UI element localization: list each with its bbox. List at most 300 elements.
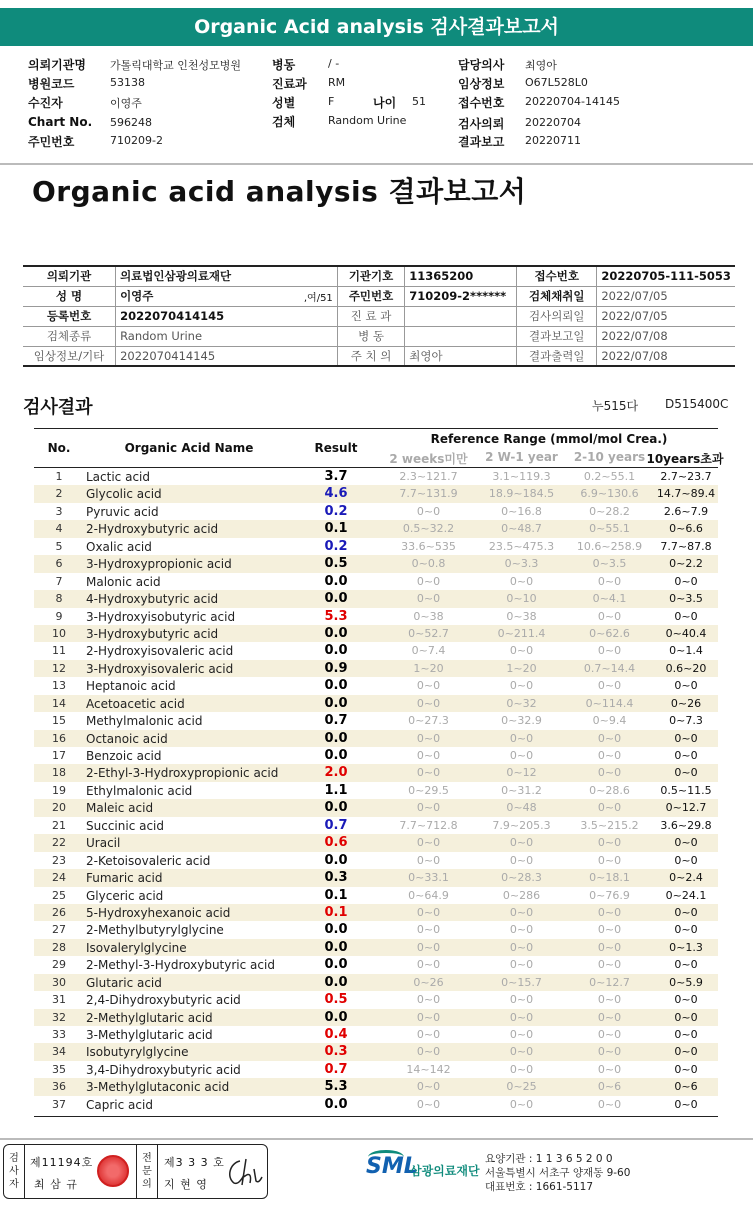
table-row <box>34 887 718 904</box>
acid-name: Heptanoic acid <box>86 679 176 694</box>
ref-2weeks: 0~0 <box>416 853 441 867</box>
result-value: 0.0 <box>324 800 348 816</box>
table-row <box>34 904 718 921</box>
table-row <box>34 834 718 851</box>
ref-2-10years: 0~0 <box>597 1028 622 1041</box>
table-row <box>34 468 718 485</box>
ref-2w-1year: 0~28.3 <box>501 871 542 885</box>
table-row <box>34 747 718 764</box>
table-row <box>34 991 718 1008</box>
result-value: 0.5 <box>324 556 348 572</box>
ref-2-10years: 0~28.2 <box>589 504 630 518</box>
result-value: 0.1 <box>324 521 348 537</box>
ref-2-10years: 6.9~130.6 <box>580 487 639 501</box>
ref-2-10years: 3.5~215.2 <box>580 818 639 832</box>
inspector-name: 최 삼 규 <box>34 1178 78 1191</box>
result-value: 5.3 <box>324 608 348 624</box>
ref-10years-plus: 0~2.4 <box>669 871 703 885</box>
table-row <box>34 1026 718 1043</box>
ref-2weeks: 0~0 <box>416 696 441 710</box>
report-banner: Organic Acid analysis 검사결과보고서 <box>0 8 753 46</box>
acid-name: 5-Hydroxyhexanoic acid <box>86 905 231 920</box>
ref-2weeks: 0~0 <box>416 1045 441 1059</box>
ref-10years-plus: 2.7~23.7 <box>660 470 712 483</box>
ref-2-10years: 0~0 <box>597 609 622 623</box>
ref-2-10years: 0.2~55.1 <box>583 470 636 483</box>
row-number: 19 <box>52 783 66 797</box>
ref-2-10years: 0~76.9 <box>589 888 630 902</box>
ref-10years-plus: 0~0 <box>674 1062 698 1076</box>
ref-2w-1year: 0~286 <box>502 888 541 902</box>
table-row <box>34 1096 718 1113</box>
info-value <box>405 306 517 326</box>
row-number: 3 <box>55 504 63 518</box>
info-label: 검사의뢰일 <box>517 306 597 326</box>
acid-name: Isovalerylglycine <box>86 940 187 955</box>
ref-2-10years: 0~3.5 <box>592 557 627 571</box>
table-row <box>34 608 718 625</box>
ref-10years-plus: 0~24.1 <box>665 888 707 902</box>
row-number: 4 <box>55 522 63 536</box>
table-row <box>34 642 718 659</box>
result-value: 2.0 <box>324 765 348 781</box>
info-value: 2022/07/08 <box>597 326 735 346</box>
logo-name: 삼광의료재단 <box>410 1164 480 1178</box>
ref-2weeks: 0~0 <box>416 836 441 850</box>
row-number: 17 <box>52 749 66 762</box>
accept-label: 접수번호 <box>458 96 505 110</box>
row-number: 7 <box>55 574 63 588</box>
ref-2-10years: 0~0 <box>597 940 622 954</box>
acid-name: Lactic acid <box>86 470 150 484</box>
ref-2-10years: 0.7~14.4 <box>583 661 636 675</box>
ref-2w-1year: 0~0 <box>509 1062 534 1076</box>
ref-10years-plus: 0~6 <box>674 1080 698 1094</box>
ref-2weeks: 33.6~535 <box>401 539 456 553</box>
ref-2w-1year: 0~3.3 <box>504 557 539 571</box>
row-number: 13 <box>52 679 66 693</box>
table-row <box>34 921 718 938</box>
ref-2w-1year: 0~0 <box>509 644 534 658</box>
info-label: 검체종류 <box>23 326 116 346</box>
ref-2weeks: 0~7.4 <box>411 644 446 658</box>
ref-2w-1year: 0~32 <box>506 696 537 710</box>
info-row <box>23 266 735 286</box>
acid-name: 2-Methyl-3-Hydroxybutyric acid <box>86 958 275 973</box>
row-number: 8 <box>55 592 63 606</box>
result-value: 0.0 <box>324 1096 348 1112</box>
table-row <box>34 869 718 886</box>
ref-10years-plus: 0.6~20 <box>665 661 707 675</box>
row-number: 11 <box>52 644 66 658</box>
ref-10years-plus: 0.5~11.5 <box>660 783 712 797</box>
clinical-value: O67L528L0 <box>525 76 588 89</box>
row-number: 18 <box>52 766 66 780</box>
acid-name: Oxalic acid <box>86 539 152 554</box>
info-value: 2022070414145 <box>116 306 338 326</box>
info-label: 등록번호 <box>23 306 116 326</box>
ref-10years-plus: 0~2.2 <box>669 557 703 571</box>
ref-10years-plus: 0~0 <box>674 609 698 623</box>
ref-2w-1year: 0~211.4 <box>497 626 546 640</box>
acid-name: 3,4-Dihydroxybutyric acid <box>86 1062 241 1077</box>
req-label: 검사의뢰 <box>458 117 505 131</box>
rrn-value: 710209-2 <box>110 134 163 147</box>
col-ref-1: 2 weeks미만 <box>389 452 468 466</box>
age-value: 51 <box>412 95 426 108</box>
info-value <box>405 326 517 346</box>
result-value: 0.0 <box>324 678 348 694</box>
ref-2w-1year: 0~12 <box>506 766 537 780</box>
result-value: 0.0 <box>324 922 348 938</box>
table-row <box>34 555 718 572</box>
ref-2w-1year: 0~0 <box>509 923 534 937</box>
row-number: 24 <box>52 871 66 885</box>
table-row <box>34 695 718 712</box>
acid-name: Fumaric acid <box>86 871 163 886</box>
col-no: No. <box>47 441 71 455</box>
col-ref-3: 2-10 years <box>573 450 646 464</box>
result-value: 0.0 <box>324 748 348 763</box>
ref-2-10years: 0~18.1 <box>589 871 630 885</box>
hosp-code-label: 병원코드 <box>28 77 75 91</box>
footer-address <box>485 1152 630 1194</box>
row-number: 37 <box>52 1097 66 1111</box>
ref-2w-1year: 0~0 <box>509 993 534 1007</box>
receiver-value: 이영주 <box>110 97 142 110</box>
ref-2-10years: 0~62.6 <box>589 626 630 640</box>
table-row <box>34 573 718 590</box>
ref-2weeks: 0~0 <box>416 1028 441 1041</box>
ref-2weeks: 0~0 <box>416 1080 441 1094</box>
info-value: 710209-2****** <box>405 286 517 306</box>
table-row <box>34 974 718 991</box>
page-title: Organic acid analysis 결과보고서 <box>32 175 527 208</box>
ref-10years-plus: 14.7~89.4 <box>656 487 716 501</box>
row-number: 10 <box>52 626 66 640</box>
acid-name: 3-Methylglutaric acid <box>86 1028 213 1042</box>
info-value: 이영주 <box>116 286 276 306</box>
ref-10years-plus: 0~0 <box>674 1010 698 1024</box>
ref-2weeks: 0~27.3 <box>408 714 449 728</box>
row-number: 35 <box>52 1062 66 1076</box>
ref-2-10years: 0~0 <box>597 1010 622 1024</box>
result-value: 0.0 <box>324 957 348 973</box>
acid-name: Capric acid <box>86 1097 153 1112</box>
table-row <box>34 503 718 520</box>
ref-10years-plus: 0~5.9 <box>669 975 703 989</box>
rrn-label: 주민번호 <box>28 135 75 149</box>
dept-label: 진료과 <box>272 77 307 91</box>
acid-name: Methylmalonic acid <box>86 714 203 729</box>
ref-2w-1year: 7.9~205.3 <box>492 818 551 832</box>
col-name: Organic Acid Name <box>124 441 254 455</box>
ref-10years-plus: 0~0 <box>674 905 698 919</box>
doctor-value: 최영아 <box>525 59 557 72</box>
ref-2weeks: 0~0 <box>416 1097 441 1111</box>
header-divider <box>0 163 753 165</box>
ref-2-10years: 0~12.7 <box>589 975 630 989</box>
col-result: Result <box>314 441 358 455</box>
ref-2w-1year: 0~15.7 <box>501 975 542 989</box>
ref-2-10years: 0~6 <box>597 1080 622 1094</box>
ref-2-10years: 0~0 <box>597 905 622 919</box>
ref-2weeks: 7.7~712.8 <box>399 818 458 832</box>
row-number: 28 <box>52 940 66 954</box>
ref-2-10years: 0~0 <box>597 923 622 937</box>
results-table-header <box>34 428 724 468</box>
row-number: 26 <box>52 905 66 919</box>
ref-2weeks: 0~26 <box>413 975 444 989</box>
acid-name: 3-Hydroxybutyric acid <box>86 626 219 641</box>
ref-2-10years: 0~0 <box>597 993 622 1007</box>
row-number: 27 <box>52 923 66 937</box>
ref-2-10years: 0~28.6 <box>589 783 630 797</box>
result-value: 0.7 <box>324 713 348 729</box>
ref-2-10years: 10.6~258.9 <box>576 539 643 553</box>
result-value: 0.0 <box>324 974 348 990</box>
result-value: 0.9 <box>324 660 348 676</box>
result-value: 0.1 <box>324 887 348 903</box>
ref-2weeks: 0~29.5 <box>408 783 449 797</box>
acid-name: Uracil <box>86 836 121 851</box>
result-value: 0.0 <box>324 730 348 746</box>
test-code: 누515다 <box>592 399 639 413</box>
report-value: 20220711 <box>525 134 581 147</box>
ref-10years-plus: 0~0 <box>674 749 698 762</box>
row-number: 30 <box>52 975 66 989</box>
result-value: 0.5 <box>324 992 348 1008</box>
ref-10years-plus: 3.6~29.8 <box>660 818 712 832</box>
ref-2w-1year: 0~32.9 <box>501 714 542 728</box>
ref-10years-plus: 0~0 <box>674 1045 698 1059</box>
signature-icon <box>224 1155 264 1189</box>
ref-10years-plus: 0~3.5 <box>669 592 703 606</box>
ref-2w-1year: 0~48 <box>506 801 537 815</box>
ref-2w-1year: 0~0 <box>509 574 534 588</box>
ref-10years-plus: 0~1.3 <box>669 940 703 954</box>
table-row <box>34 764 718 781</box>
info-label: 결과출력일 <box>517 346 597 366</box>
ref-2weeks: 0~0.8 <box>411 557 446 571</box>
info-label: 주 치 의 <box>337 346 404 366</box>
chart-value: 596248 <box>110 116 152 129</box>
info-label: 주민번호 <box>337 286 404 306</box>
acid-name: Glutaric acid <box>86 975 162 990</box>
acid-name: Isobutyrylglycine <box>86 1045 189 1060</box>
ref-2w-1year: 0~0 <box>509 731 534 745</box>
specialist-vertical-label: 전 문 의 <box>142 1153 152 1190</box>
info-value: 20220705-111-5053 <box>597 266 735 286</box>
info-label: 병 동 <box>337 326 404 346</box>
ref-2w-1year: 18.9~184.5 <box>488 487 555 501</box>
row-number: 22 <box>52 836 66 850</box>
info-label: 접수번호 <box>517 266 597 286</box>
info-value: 최영아 <box>405 346 517 366</box>
ref-2w-1year: 0~16.8 <box>501 504 542 518</box>
row-number: 12 <box>52 661 66 675</box>
ref-2-10years: 0~0 <box>597 679 622 693</box>
ref-2w-1year: 0~0 <box>509 679 534 693</box>
test-code-2: D515400C <box>665 397 729 411</box>
acid-name: Acetoacetic acid <box>86 696 185 711</box>
ref-2w-1year: 0~0 <box>509 905 534 919</box>
acid-name: 2-Hydroxyisovaleric acid <box>86 644 234 659</box>
result-value: 0.2 <box>324 503 348 519</box>
table-row <box>34 712 718 729</box>
table-row <box>34 782 718 799</box>
specialist-license: 제3 3 3 호 <box>164 1156 225 1169</box>
sex-label: 성별 <box>272 96 296 110</box>
table-row <box>34 485 718 502</box>
specimen-value: Random Urine <box>328 114 407 127</box>
col-ref-4: 10years초과 <box>646 452 724 466</box>
ref-10years-plus: 0~0 <box>674 923 698 937</box>
result-value: 0.0 <box>324 573 348 589</box>
ref-2-10years: 0~0 <box>597 574 622 588</box>
ref-2-10years: 0~9.4 <box>592 714 627 728</box>
table-row <box>34 590 718 607</box>
ref-2weeks: 0~0 <box>416 731 441 745</box>
ref-2-10years: 0~55.1 <box>589 522 630 536</box>
row-number: 32 <box>52 1010 66 1024</box>
acid-name: 3-Hydroxypropionic acid <box>86 557 232 572</box>
sign-divider <box>136 1145 137 1198</box>
ref-2weeks: 0~52.7 <box>408 626 449 640</box>
ref-2weeks: 0~33.1 <box>408 871 449 885</box>
table-row <box>34 677 718 694</box>
results-table-bottom-rule <box>34 1116 718 1117</box>
info-value: 11365200 <box>405 266 517 286</box>
row-number: 6 <box>55 557 63 571</box>
ref-2w-1year: 0~25 <box>506 1080 537 1094</box>
table-row <box>34 1078 718 1095</box>
acid-name: Glyceric acid <box>86 888 164 903</box>
ref-2w-1year: 0~0 <box>509 1010 534 1024</box>
results-table-body <box>34 468 718 1113</box>
row-number: 34 <box>52 1045 66 1059</box>
specialist-name: 지 현 영 <box>164 1178 208 1191</box>
ref-2weeks: 7.7~131.9 <box>399 487 458 501</box>
table-row <box>34 538 718 555</box>
specimen-label: 검체 <box>272 115 296 129</box>
order-header <box>0 52 753 152</box>
info-value: ,여/51 <box>275 286 337 306</box>
ref-2-10years: 0~0 <box>597 836 622 850</box>
acid-name: 3-Hydroxyisovaleric acid <box>86 661 234 676</box>
info-label: 임상정보/기타 <box>23 346 116 366</box>
col-ref-2: 2 W-1 year <box>485 450 558 464</box>
row-number: 33 <box>52 1028 66 1041</box>
ref-2-10years: 0~0 <box>597 1097 622 1111</box>
ref-2-10years: 0~0 <box>597 1045 622 1059</box>
seal-stamp <box>97 1155 129 1187</box>
ref-2weeks: 0~0 <box>416 801 441 815</box>
ref-2weeks: 0~0 <box>416 923 441 937</box>
acid-name: 2,4-Dihydroxybutyric acid <box>86 993 241 1008</box>
table-row <box>34 730 718 747</box>
ref-10years-plus: 0~0 <box>674 958 698 972</box>
inst-value: 가톨릭대학교 인천성모병원 <box>110 59 242 72</box>
result-value: 0.0 <box>324 1009 348 1025</box>
result-value: 0.0 <box>324 591 348 607</box>
ref-2-10years: 0~114.4 <box>585 696 634 710</box>
ref-2-10years: 0~0 <box>597 958 622 972</box>
ref-10years-plus: 0~0 <box>674 836 698 850</box>
acid-name: 2-Methylbutyrylglycine <box>86 923 224 938</box>
ref-2-10years: 0~0 <box>597 749 622 762</box>
results-section-title: 검사결과 <box>23 397 93 418</box>
row-number: 29 <box>52 958 66 972</box>
ref-2-10years: 0~0 <box>597 801 622 815</box>
table-row <box>34 852 718 869</box>
row-number: 15 <box>52 714 66 728</box>
table-row <box>34 1043 718 1060</box>
ref-2weeks: 0~0 <box>416 766 441 780</box>
ref-2weeks: 14~142 <box>406 1062 451 1076</box>
row-number: 23 <box>52 853 66 867</box>
info-label: 기관기호 <box>337 266 404 286</box>
acid-name: Succinic acid <box>86 818 165 833</box>
signature-box <box>3 1144 268 1199</box>
info-label: 진 료 과 <box>337 306 404 326</box>
result-value: 0.1 <box>324 904 348 920</box>
ref-2weeks: 0~0 <box>416 958 441 972</box>
result-value: 0.0 <box>324 643 348 659</box>
clinical-label: 임상정보 <box>458 77 505 91</box>
row-number: 5 <box>55 539 63 553</box>
ref-2w-1year: 0~38 <box>506 609 537 623</box>
info-value: 의료법인삼광의료재단 <box>116 266 338 286</box>
patient-info-table <box>23 265 735 367</box>
ref-10years-plus: 0~0 <box>674 853 698 867</box>
row-number: 31 <box>52 993 66 1007</box>
info-label: 성 명 <box>23 286 116 306</box>
ref-2w-1year: 0~31.2 <box>501 783 542 797</box>
result-value: 0.7 <box>324 1061 348 1077</box>
ref-2weeks: 0~38 <box>413 609 444 623</box>
hosp-code-value: 53138 <box>110 76 145 89</box>
acid-name: 3-Hydroxyisobutyric acid <box>86 609 236 624</box>
ref-2weeks: 0~0 <box>416 993 441 1007</box>
row-number: 9 <box>55 609 63 623</box>
ref-2-10years: 0~0 <box>597 766 622 780</box>
row-number: 14 <box>52 696 66 710</box>
table-row <box>34 520 718 537</box>
ref-2weeks: 2.3~121.7 <box>399 470 458 483</box>
acid-name: Ethylmalonic acid <box>86 783 193 798</box>
table-row <box>34 817 718 834</box>
info-row <box>23 286 735 306</box>
ref-2w-1year: 0~0 <box>509 940 534 954</box>
result-value: 0.0 <box>324 625 348 641</box>
info-value: Random Urine <box>116 326 338 346</box>
row-number: 16 <box>52 731 66 745</box>
table-row <box>34 660 718 677</box>
result-value: 4.6 <box>324 486 348 502</box>
inspector-license: 제11194호 <box>30 1156 94 1169</box>
result-value: 0.6 <box>324 835 348 851</box>
ref-2w-1year: 0~0 <box>509 749 534 762</box>
chart-label: Chart No. <box>28 115 93 129</box>
age-label: 나이 <box>373 96 397 110</box>
ref-2w-1year: 0~0 <box>509 1097 534 1111</box>
ref-10years-plus: 0~0 <box>674 1028 698 1041</box>
result-value: 5.3 <box>324 1079 348 1095</box>
ref-2weeks: 0~64.9 <box>408 888 449 902</box>
row-number: 2 <box>55 487 63 501</box>
ref-2w-1year: 0~0 <box>509 1028 534 1041</box>
